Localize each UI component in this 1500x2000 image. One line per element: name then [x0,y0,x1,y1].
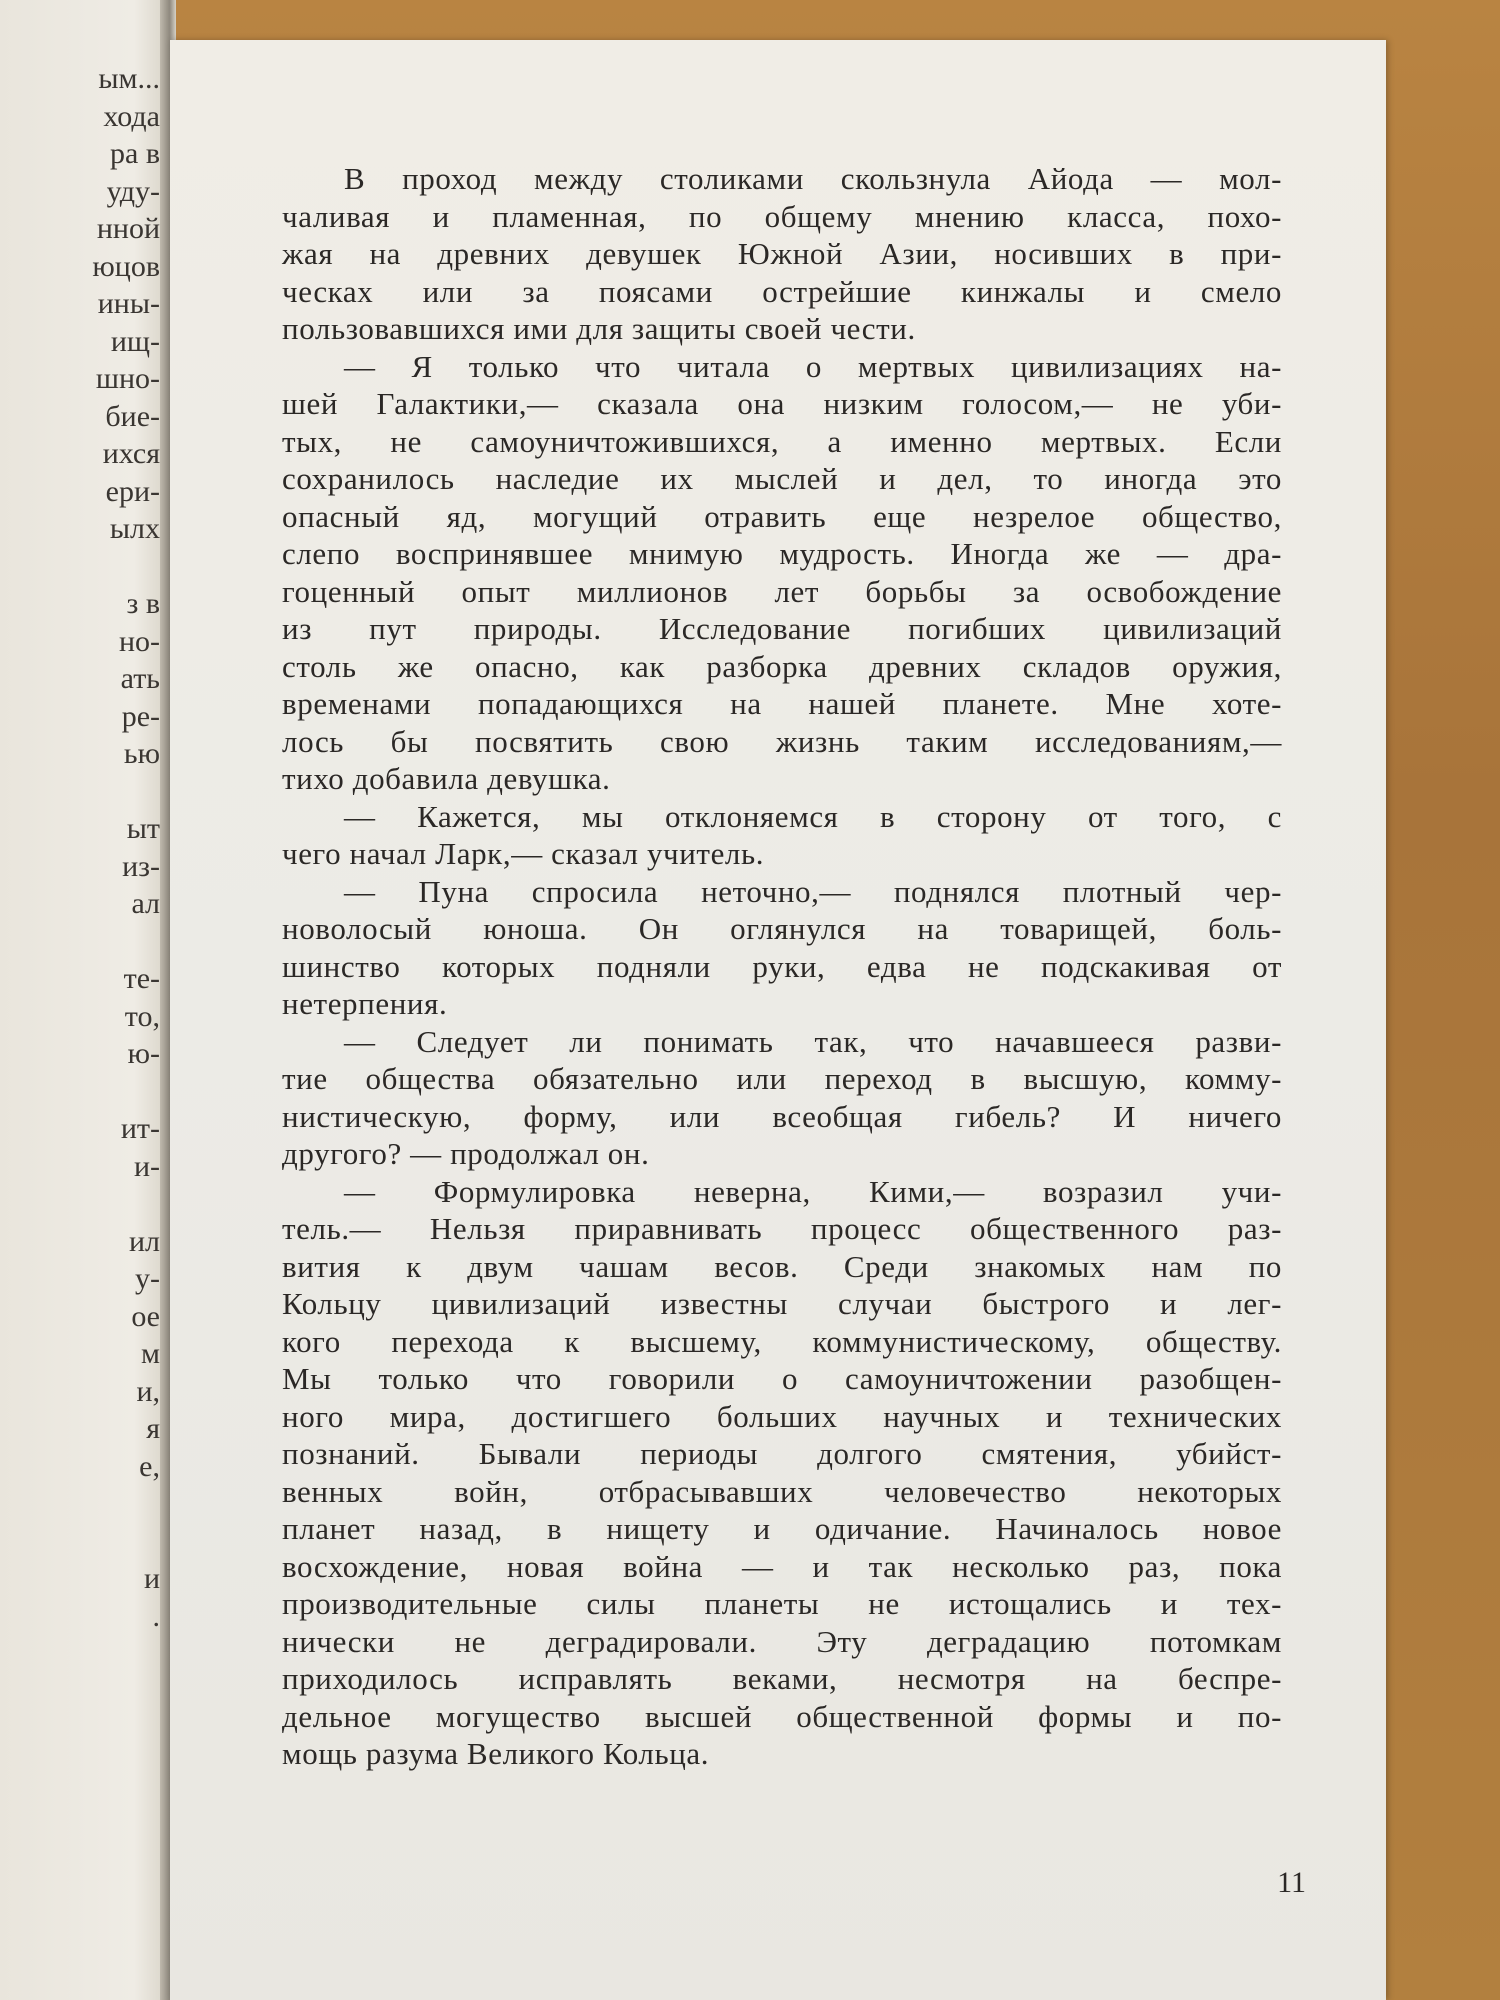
left-page-fragment [0,1485,160,1523]
text-line: производительные силы планеты не истощались и тех- [282,1586,1282,1621]
left-page-fragment: ит- [120,1112,160,1145]
text-line: новолосый юноша. Он оглянулся на товарищей, боль- [282,911,1282,946]
left-page-fragment: ины- [97,287,160,320]
left-page-fragment: ал [131,887,160,920]
text-line: планет назад, в нищету и одичание. Начиналось новое [282,1511,1282,1546]
left-page-fragment: шно- [95,362,160,395]
left-page-fragment [0,1185,160,1223]
text-line: нетерпения. [282,986,448,1021]
text-line: В проход между столиками скользнула Айода — мол- [344,161,1282,196]
left-page-fragment: е, [139,1449,160,1483]
left-page [0,0,168,2000]
text-line: — Кажется, мы отклоняемся в сторону от того, с [344,798,1282,834]
left-page-fragment: м [141,1337,160,1370]
left-page-fragment: но- [118,624,160,658]
left-page-fragment: ищ- [110,324,160,358]
text-line: чаливая и пламенная, по общему мнению класса, похо- [282,198,1282,234]
left-page-fragment: и- [133,1149,160,1183]
left-page-fragment: хода [103,99,160,133]
text-line: приходилось исправлять веками, несмотря на беспре- [282,1661,1282,1696]
left-page-fragment: ре- [121,699,160,733]
left-page-fragment: бие- [105,399,160,433]
left-page-fragment: . [152,1599,160,1633]
text-line: тель.— Нельзя приравнивать процесс общественного раз- [282,1211,1282,1246]
text-line: шинство которых подняли руки, едва не подскакивая от [282,948,1282,984]
right-page [170,40,1386,2000]
left-page-fragment: из- [122,849,160,883]
left-page-fragment: ое [131,1299,160,1333]
left-page-fragment: ью [123,737,160,770]
left-page-fragment: ра в [110,137,160,170]
left-page-fragment [0,1523,160,1561]
page-body-text [282,160,1282,1773]
left-page-fragment: ихся [102,437,160,470]
text-line: венных войн, отбрасывавших человечество некоторых [282,1473,1282,1509]
text-line: Мы только что говорили о самоуничтожении разобщен- [282,1361,1282,1396]
left-page-fragment: у- [135,1262,160,1295]
page-number: 11 [1277,1866,1306,1899]
left-page-fragment: и [143,1562,160,1595]
text-line: тых, не самоуничтожившихся, а именно мертвых. Если [282,423,1282,459]
left-page-fragment: я [146,1412,160,1445]
left-page-fragment: ать [120,662,160,695]
left-page-fragment: те- [123,962,160,995]
text-line: из пут природы. Исследование погибших цивилизаций [282,611,1282,646]
left-page-fragment: ым... [98,62,160,95]
text-line: столь же опасно, как разборка древних складов оружия, [282,648,1282,684]
text-line: ного мира, достигшего больших научных и технических [282,1398,1282,1434]
text-line: лось бы посвятить свою жизнь таким исследованиям,— [282,723,1282,759]
text-line: — Формулировка неверна, Кими,— возразил учи- [344,1173,1282,1209]
left-page-fragment: нной [96,212,160,245]
left-page-fragment: юцов [92,249,160,283]
left-page-fragment: ил [128,1224,160,1258]
text-line: слепо воспринявшее мнимую мудрость. Иногда же — дра- [282,536,1282,571]
left-page-fragment: ю- [127,1037,160,1070]
left-page-fragment: ылх [109,512,160,545]
left-page-fragment: удy- [106,174,160,208]
text-line: временами попадающихся на нашей планете. Мне хоте- [282,686,1282,721]
left-page-fragment [0,1073,160,1111]
text-line: чего начал Ларк,— сказал учитель. [282,836,765,871]
left-page-fragment: и, [136,1374,160,1408]
text-line: пользовавшихся ими для защиты своей чести. [282,311,916,346]
text-line: кого перехода к высшему, коммунистическому, обществу. [282,1323,1282,1359]
left-page-fragment [0,548,160,586]
left-page-fragment: то, [124,999,160,1033]
left-page-text-fragments [0,60,160,1635]
left-page-fragment [0,923,160,961]
text-line: тие общества обязательно или переход в высшую, комму- [282,1061,1282,1096]
text-line: — Я только что читала о мертвых цивилизациях на- [344,348,1282,384]
text-line: — Следует ли понимать так, что начавшееся разви- [344,1023,1282,1059]
text-line: восхождение, новая война — и так несколько раз, пока [282,1548,1282,1584]
left-page-fragment: з в [126,587,160,620]
text-line: — Пуна спросила неточно,— поднялся плотный чер- [344,873,1282,909]
text-line: гоценный опыт миллионов лет борьбы за освобождение [282,573,1282,609]
text-line: опасный яд, могущий отравить еще незрелое общество, [282,498,1282,534]
text-line: нически не деградировали. Эту деградацию потомкам [282,1623,1282,1659]
text-line: нистическую, форму, или всеобщая гибель? И ничего [282,1098,1282,1134]
text-line: другого? — продолжал он. [282,1136,650,1171]
text-line: ческах или за поясами острейшие кинжалы и смело [282,273,1282,309]
text-line: тихо добавила девушка. [282,761,611,796]
left-page-fragment: ыт [126,812,160,845]
left-page-fragment: ери- [105,474,160,508]
text-line: сохранилось наследие их мыслей и дел, то иногда это [282,461,1282,496]
text-line: Кольцу цивилизаций известны случаи быстрого и лег- [282,1286,1282,1321]
text-line: мощь разума Великого Кольца. [282,1736,710,1771]
text-line: познаний. Бывали периоды долгого смятения, убийст- [282,1436,1282,1471]
text-line: вития к двум чашам весов. Среди знакомых нам по [282,1248,1282,1284]
text-line: жая на древних девушек Южной Азии, носивших в при- [282,236,1282,271]
left-page-fragment [0,773,160,811]
text-line: дельное могущество высшей общественной формы и по- [282,1698,1282,1734]
text-line: шей Галактики,— сказала она низким голосом,— не уби- [282,386,1282,421]
